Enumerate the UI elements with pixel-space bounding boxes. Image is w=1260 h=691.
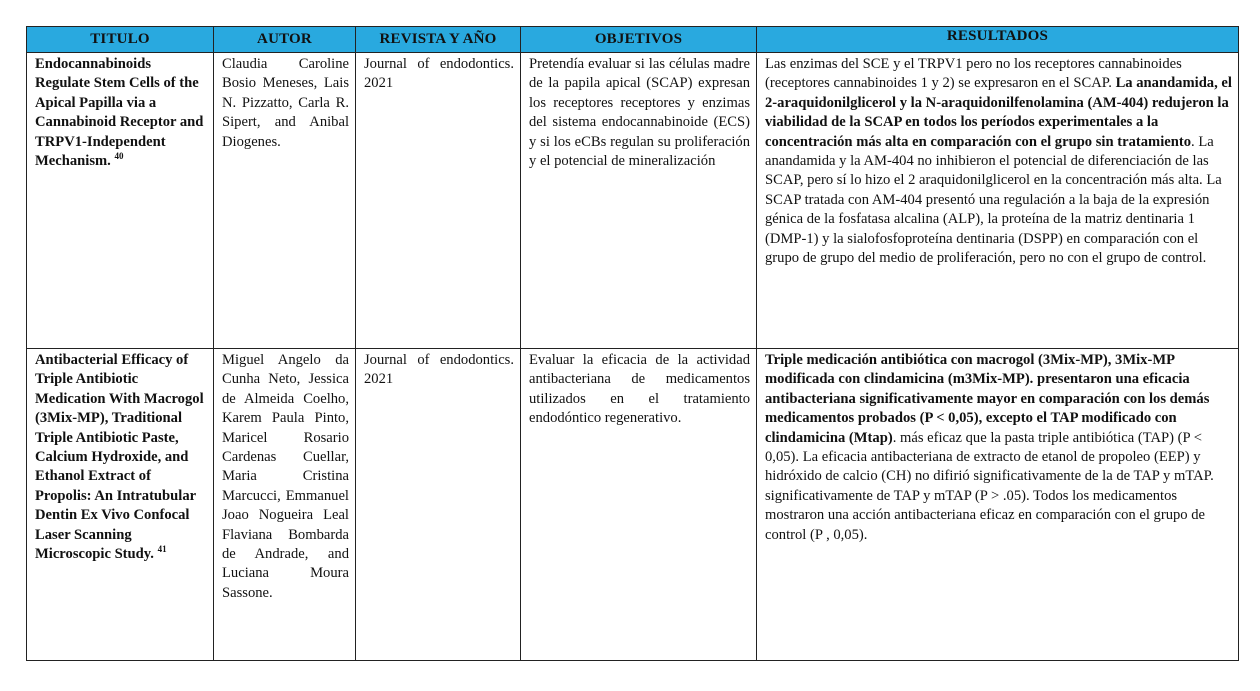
- review-table: [26, 26, 1239, 661]
- reference-number: 40: [114, 151, 124, 162]
- objective-cell: Pretendía evaluar si las células madre de la papila apical (SCAP) expresan los receptores receptores y enzimas del sistema endocannabinoide (ECS) y si los eCBs regulan su proliferación y el potencial de mineralización: [521, 53, 757, 349]
- results-text: . La anandamida y la AM-404 no inhibieron el potencial de diferenciación de las SCAP, pero sí lo hizo el 2 araquidonilglicerol en la concentración más alta. La SCAP tratada con AM-404 presentó una regulación a la baja de la expresión génica de la fosfatasa alcalina (ALP), la proteína de la matriz dentinaria 1 (DMP-1) y la sialofosfoproteína dentinaria (DSPP) en comparación con el grupo de grupo del medio de proliferación, pero no con el grupo de control.: [765, 133, 1222, 267]
- title-cell: [27, 53, 214, 349]
- header-row: [27, 27, 1239, 53]
- header-autor: AUTOR: [214, 27, 356, 53]
- header-titulo: TITULO: [27, 27, 214, 53]
- authors-cell: Miguel Angelo da Cunha Neto, Jessica de Almeida Coelho, Karem Paula Pinto, Maricel Rosario Cardenas Cuellar, Maria Cristina Marcucci, Emmanuel Joao Nogueira Leal Flaviana Bombarda de Andrade, and Luciana Moura Sassone.: [214, 349, 356, 661]
- journal-cell: Journal of endodontics. 2021: [356, 349, 521, 661]
- header-revista: REVISTA Y AÑO: [356, 27, 521, 53]
- results-cell: [757, 53, 1239, 349]
- authors-cell: Claudia Caroline Bosio Meneses, Lais N. Pizzatto, Carla R. Sipert, and Anibal Diogenes.: [214, 53, 356, 349]
- results-text: Las enzimas del SCE y el TRPV1 pero no los receptores cannabinoides (receptores cannabinoides 1 y 2) se expresaron en el SCAP.: [765, 56, 1182, 92]
- table-row: [27, 53, 1239, 349]
- header-objetivos: OBJETIVOS: [521, 27, 757, 53]
- objective-cell: Evaluar la eficacia de la actividad antibacteriana de medicamentos utilizados en el tratamiento endodóntico regenerativo.: [521, 349, 757, 661]
- article-title: Antibacterial Efficacy of Triple Antibiotic Medication With Macrogol (3Mix-MP), Traditional Triple Antibiotic Paste, Calcium Hydroxide, and Ethanol Extract of Propolis: An Intratubular Dentin Ex Vivo Confocal Laser Scanning Microscopic Study.: [35, 352, 204, 563]
- title-cell: [27, 349, 214, 661]
- results-text: . más eficaz que la pasta triple antibiótica (TAP) (P < 0,05). La eficacia antibacteriana de extracto de etanol de propoleo (EEP) y hidróxido de calcio (CH) no difirió significativamente de la de TAP y mTAP. significativamente de TAP y mTAP (P > .05). Todos los medicamentos mostraron una acción antibacteriana eficaz en comparación con el grupo de control (P , 0,05).: [765, 429, 1214, 543]
- article-title: Endocannabinoids Regulate Stem Cells of the Apical Papilla via a Cannabinoid Receptor and TRPV1-Independent Mechanism.: [35, 56, 204, 170]
- results-highlight: Triple medicación antibiótica con macrogol (3Mix-MP), 3Mix-MP modificada con clindamicina (m3Mix-MP). presentaron una eficacia antibacteriana significativamente mayor en comparación con los demás medicamentos probados (P < 0,05), excepto el TAP modificado con clindamicina (Mtap): [765, 352, 1210, 446]
- results-highlight: La anandamida, el 2-araquidonilglicerol y la N-araquidonilfenolamina (AM-404) redujeron la viabilidad de la SCAP en todos los períodos experimentales a la concentración más alta en comparación con el grupo sin tratamiento: [765, 75, 1232, 150]
- results-cell: [757, 349, 1239, 661]
- header-resultados: RESULTADOS: [757, 27, 1239, 53]
- journal-cell: Journal of endodontics. 2021: [356, 53, 521, 349]
- table-row: [27, 349, 1239, 661]
- reference-number: 41: [157, 544, 167, 555]
